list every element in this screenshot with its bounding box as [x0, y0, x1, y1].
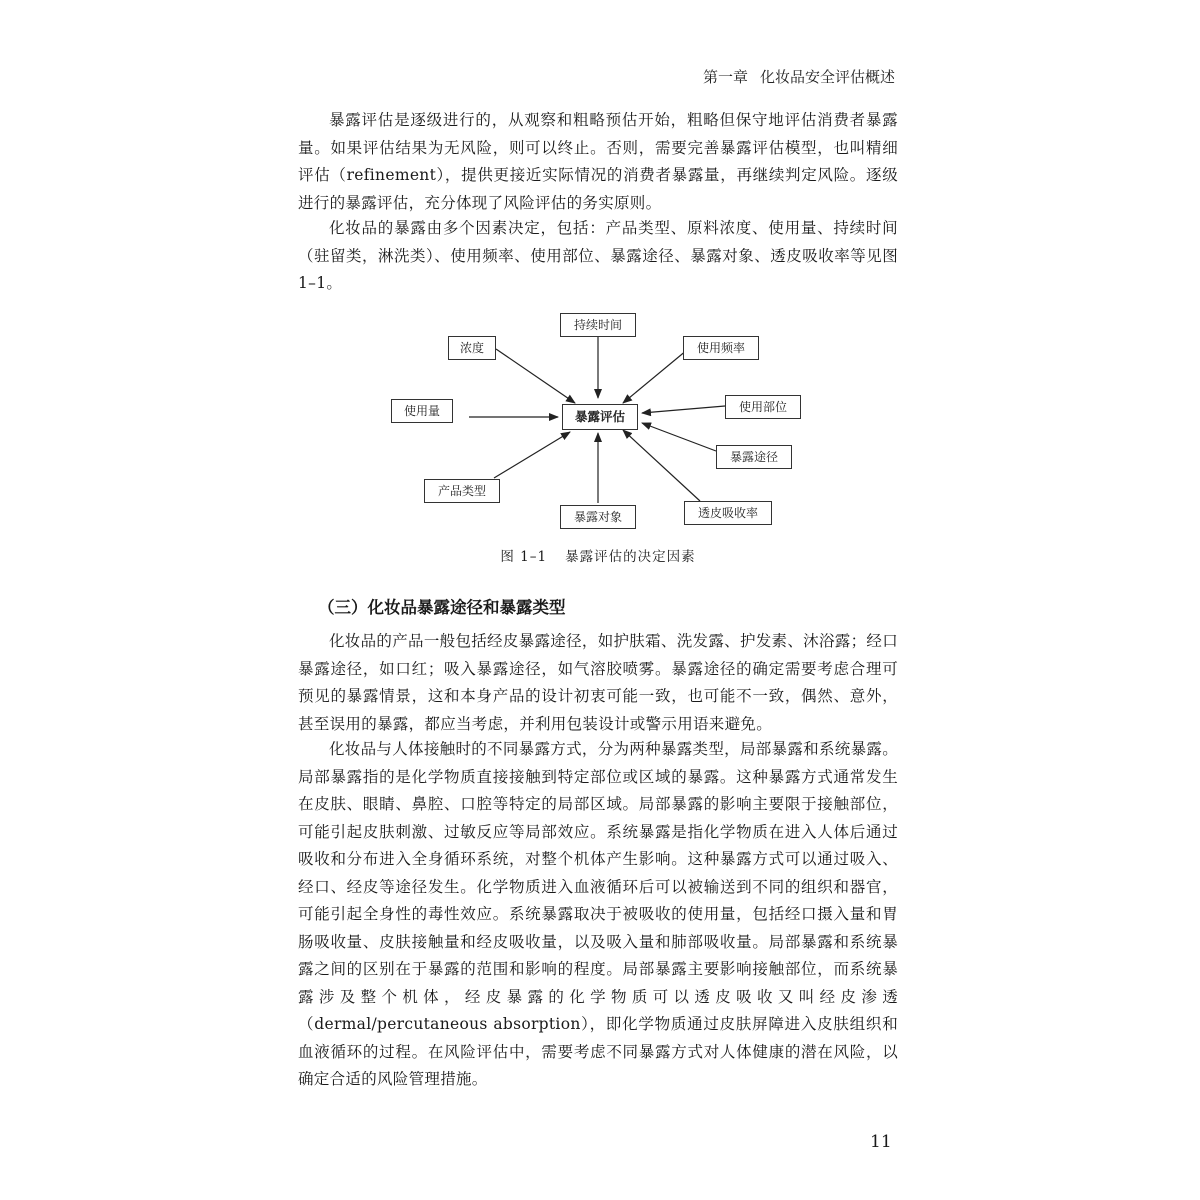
figure-caption-number: 图 1–1 — [500, 549, 548, 565]
arrow-site — [642, 406, 725, 413]
node-frequency: 使用频率 — [683, 336, 759, 360]
node-route: 暴露途径 — [716, 445, 792, 469]
running-head-title: 化妆品安全评估概述 — [759, 68, 895, 86]
page-number: 11 — [870, 1132, 892, 1152]
figure-caption-text: 暴露评估的决定因素 — [565, 549, 696, 565]
node-product-type: 产品类型 — [424, 479, 500, 503]
node-duration: 持续时间 — [560, 313, 636, 337]
node-absorption: 透皮吸收率 — [684, 501, 772, 525]
paragraph-exposure-factors: 化妆品的暴露由多个因素决定，包括：产品类型、原料浓度、使用量、持续时间（驻留类，淋洗类）、使用频率、使用部位、暴露途径、暴露对象、透皮吸收率等见图 1–1。 — [298, 219, 898, 292]
node-subject: 暴露对象 — [560, 505, 636, 529]
exposure-factors-diagram — [380, 305, 800, 537]
arrow-route — [642, 423, 716, 451]
running-head — [703, 66, 895, 87]
arrow-product-type — [494, 432, 570, 478]
section-heading: （三）化妆品暴露途径和暴露类型 — [318, 598, 566, 617]
figure-caption — [298, 545, 898, 565]
paragraph-exposure-types: 化妆品与人体接触时的不同暴露方式，分为两种暴露类型，局部暴露和系统暴露。局部暴露指的是化学物质直接接触到特定部位或区域的暴露。这种暴露方式通常发生在皮肤、眼睛、鼻腔、口腔等特定的局部区域。局部暴露的影响主要限于接触部位，可能引起皮肤刺激、过敏反应等局部效应。系统暴露是指化学物质在进入人体后通过吸收和分布进入全身循环系统，对整个机体产生影响。这种暴露方式可以通过吸入、经口、经皮等途径发生。化学物质进入血液循环后可以被输送到不同的组织和器官，可能引起全身性的毒性效应。系统暴露取决于被吸收的使用量，包括经口摄入量和胃肠吸收量、皮肤接触量和经皮吸收量，以及吸入量和肺部吸收量。局部暴露和系统暴露之间的区别在于暴露的范围和影响的程度。局部暴露主要影响接触部位，而系统暴露涉及整个机体，经皮暴露的化学物质可以透皮吸收又叫经皮渗透（dermal/percutaneous absorption），即化学物质通过皮肤屏障进入皮肤组织和血液循环的过程。在风险评估中，需要考虑不同暴露方式对人体健康的潜在风险，以确定合适的风险管理措施。 — [298, 740, 898, 1088]
arrow-concentration — [496, 349, 575, 403]
arrow-frequency — [623, 350, 687, 403]
node-site: 使用部位 — [725, 395, 801, 419]
node-exposure-assessment: 暴露评估 — [562, 404, 638, 430]
running-head-chapter: 第一章 — [702, 68, 748, 86]
node-amount: 使用量 — [391, 399, 453, 423]
paragraph-exposure-routes: 化妆品的产品一般包括经皮暴露途径，如护肤霜、洗发露、护发素、沐浴露；经口暴露途径，如口红；吸入暴露途径，如气溶胶喷雾。暴露途径的确定需要考虑合理可预见的暴露情景，这和本身产品的设计初衷可能一致，也可能不一致，偶然、意外，甚至误用的暴露，都应当考虑，并利用包装设计或警示用语来避免。 — [298, 632, 898, 733]
paragraph-exposure-tiered: 暴露评估是逐级进行的，从观察和粗略预估开始，粗略但保守地评估消费者暴露量。如果评估结果为无风险，则可以终止。否则，需要完善暴露评估模型，也叫精细评估（refinement），提供更接近实际情况的消费者暴露量，再继续判定风险。逐级进行的暴露评估，充分体现了风险评估的务实原则。 — [298, 111, 898, 212]
node-concentration: 浓度 — [448, 336, 496, 360]
